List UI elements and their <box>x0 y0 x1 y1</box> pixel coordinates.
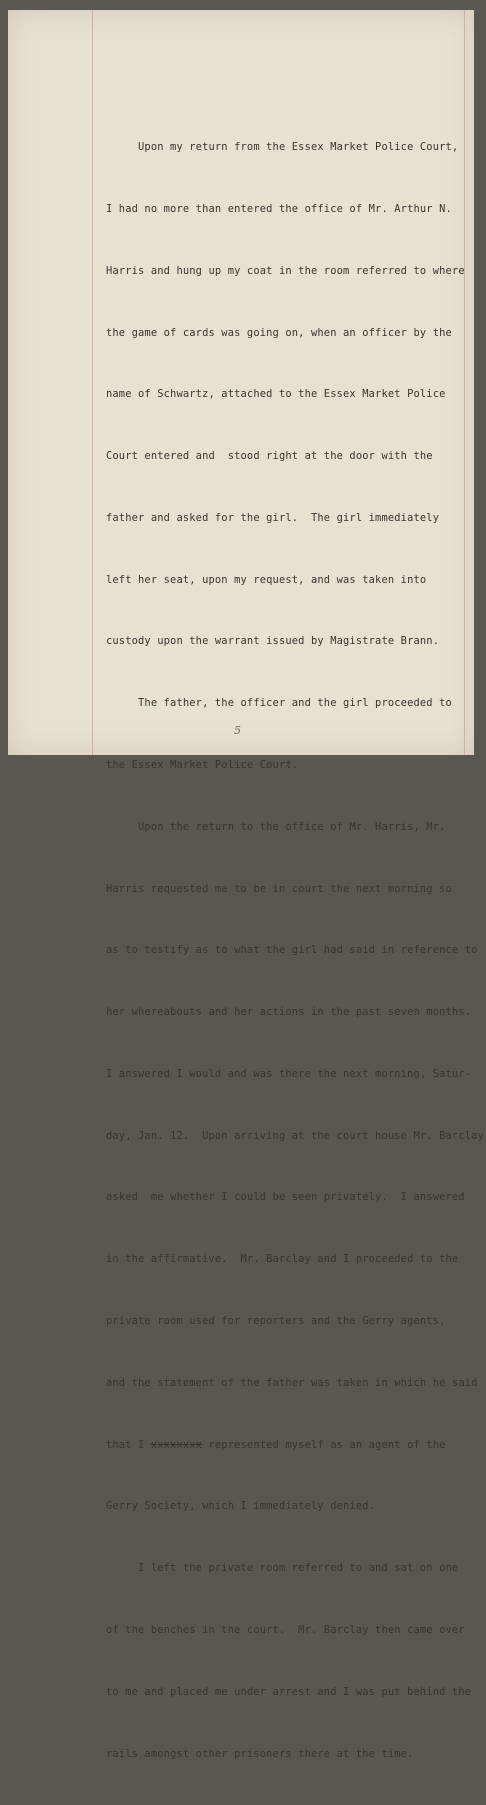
text-line: Harris and hung up my coat in the room referred to where <box>106 264 465 277</box>
text-line: asked me whether I could be seen privately. I answered <box>106 1191 465 1204</box>
text-line: name of Schwartz, attached to the Essex Market Police <box>106 388 446 401</box>
text-line: I left the private room referred to and sat on one <box>106 1562 459 1575</box>
text-line: rails amongst other prisoners there at the time. <box>106 1747 414 1760</box>
line-prefix: that I <box>106 1438 151 1451</box>
text-line: of the benches in the court. Mr. Barclay then came over <box>106 1623 465 1636</box>
text-line: father and asked for the girl. The girl immediately <box>106 511 440 524</box>
struck-out-word: xxxxxxxx <box>150 1438 203 1451</box>
text-line: her whereabouts and her actions in the past seven months. <box>106 1006 472 1019</box>
text-line: The father, the officer and the girl proceeded to <box>106 697 452 710</box>
text-line: private room used for reporters and the Gerry agents, <box>106 1315 446 1328</box>
text-line: Harris requested me to be in court the next morning so <box>106 882 452 895</box>
typed-text <box>106 96 486 1805</box>
text-line: Upon my return from the Essex Market Police Court, <box>106 141 459 154</box>
document-page <box>8 10 484 1760</box>
text-line: and the statement of the father was taken in which he said <box>106 1376 478 1389</box>
text-line: custody upon the warrant issued by Magistrate Brann. <box>106 635 440 648</box>
left-margin-rule <box>92 10 93 755</box>
text-line: the Essex Market Police Court. <box>106 759 299 771</box>
text-line: Upon the return to the office of Mr. Harris, Mr. <box>106 820 446 833</box>
text-line: day, Jan. 12. Upon arriving at the court house Mr. Barclay <box>106 1129 484 1142</box>
text-line: left her seat, upon my request, and was taken into <box>106 573 427 586</box>
text-line: to me and placed me under arrest and I was put behind the <box>106 1685 472 1698</box>
text-line: Gerry Society, which I immediately denied. <box>106 1500 376 1513</box>
text-line: I answered I would and was there the next morning, Satur- <box>106 1067 472 1080</box>
text-line: Court entered and stood right at the door with the <box>106 450 433 463</box>
line-suffix: represented myself as an agent of the <box>202 1438 446 1451</box>
page-number: 5 <box>234 724 241 737</box>
text-line: the game of cards was going on, when an officer by the <box>106 326 452 339</box>
text-line-with-strike <box>106 1435 486 1456</box>
text-line: in the affirmative. Mr. Barclay and I proceeded to the <box>106 1253 459 1266</box>
text-line: as to testify as to what the girl had said in reference to <box>106 944 478 957</box>
text-line: I had no more than entered the office of Mr. Arthur N. <box>106 202 452 215</box>
